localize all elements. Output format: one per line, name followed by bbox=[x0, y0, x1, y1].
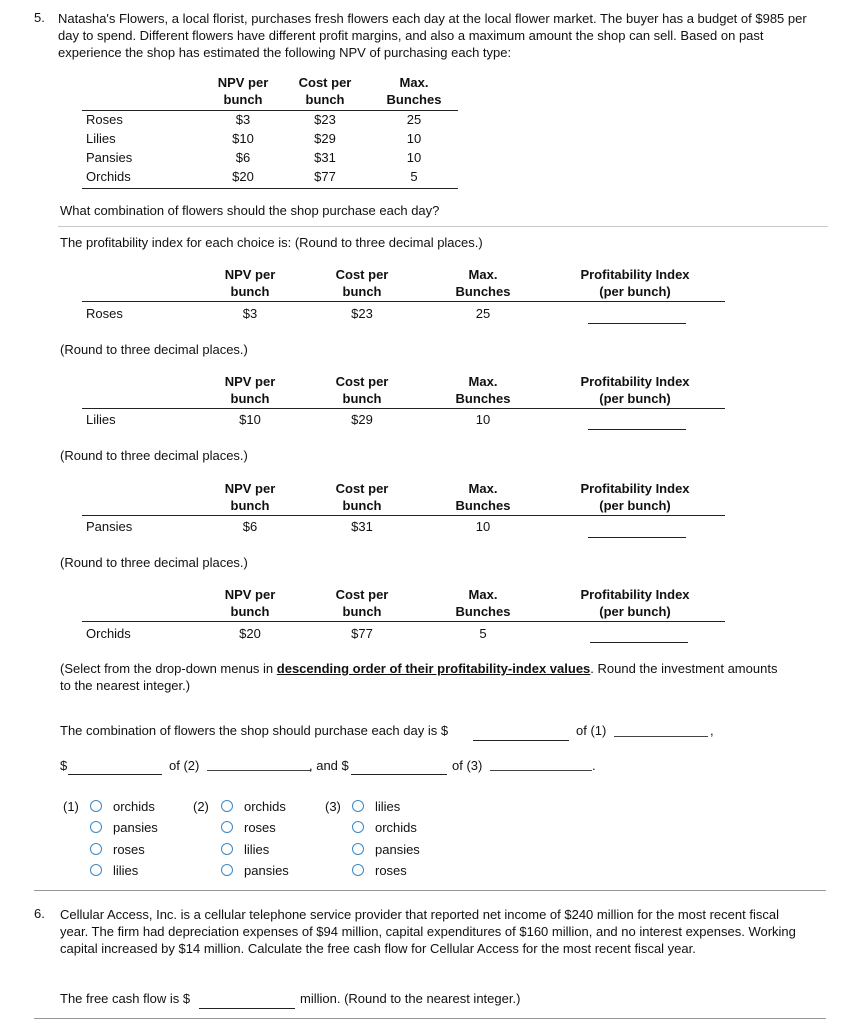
fcf-input[interactable] bbox=[199, 1008, 295, 1009]
round-note: (Round to three decimal places.) bbox=[60, 448, 248, 463]
pi-row-name: Pansies bbox=[86, 519, 133, 534]
pi-header-rule bbox=[82, 301, 725, 302]
pi-row-name: Orchids bbox=[86, 626, 131, 641]
q5-text: Natasha's Flowers, a local florist, purchases fresh flowers each day at the local flower market. The buyer has a budget of $985 per day to spend. Different flowers have different profit margins, and also a maximum amount the shop can sell. Based on past experience the shop has estimated the following NPV of purchasing each type: bbox=[58, 11, 807, 60]
round-note: (Round to three decimal places.) bbox=[60, 555, 248, 570]
divider bbox=[58, 226, 828, 227]
pi-row-npv: $3 bbox=[242, 306, 258, 321]
select-note: (Select from the drop-down menus in descending order of their profitability-index values. Round the investment amounts to the nearest integer.) bbox=[60, 661, 778, 693]
descending-order-link: descending order of their profitability-index values bbox=[276, 661, 591, 676]
and-label: , and $ bbox=[309, 758, 349, 773]
of1-label: of (1) bbox=[576, 723, 607, 738]
pi-header-rule bbox=[82, 515, 725, 516]
pi-header-rule bbox=[82, 621, 725, 622]
option-item[interactable]: roses bbox=[113, 842, 145, 857]
pi-max-header: Max. Bunches bbox=[455, 267, 511, 299]
option-group-label: (2) bbox=[193, 799, 209, 814]
pi-cost-header: Cost per bunch bbox=[335, 267, 389, 299]
option-item[interactable]: pansies bbox=[244, 863, 289, 878]
pi-index-header: Profitability Index (per bunch) bbox=[580, 481, 690, 513]
dollar-sign: $ bbox=[60, 758, 68, 773]
radio-button[interactable] bbox=[90, 800, 102, 812]
radio-button[interactable] bbox=[352, 821, 364, 833]
amount-input-2[interactable] bbox=[68, 774, 162, 775]
q6-answer-tail: million. (Round to the nearest integer.) bbox=[300, 991, 521, 1006]
pi-row-max: 5 bbox=[479, 626, 487, 641]
pi-index-header: Profitability Index (per bunch) bbox=[580, 587, 690, 619]
given-cost-header: Cost per bunch bbox=[298, 75, 352, 107]
pi-max-header: Max. Bunches bbox=[455, 587, 511, 619]
option-item[interactable]: roses bbox=[375, 863, 407, 878]
given-npv-header: NPV per bunch bbox=[217, 75, 269, 107]
pi-row-npv: $10 bbox=[239, 412, 261, 427]
option-item[interactable]: pansies bbox=[375, 842, 420, 857]
q6-number: 6. bbox=[34, 906, 45, 921]
pi-row-max: 10 bbox=[475, 519, 491, 534]
option-item[interactable]: orchids bbox=[375, 820, 417, 835]
pi-row-name: Lilies bbox=[86, 412, 116, 427]
radio-button[interactable] bbox=[90, 821, 102, 833]
radio-button[interactable] bbox=[221, 800, 233, 812]
pi-row-cost: $23 bbox=[351, 306, 373, 321]
pi-max-header: Max. Bunches bbox=[455, 374, 511, 406]
radio-button[interactable] bbox=[352, 843, 364, 855]
pi-row-max: 10 bbox=[475, 412, 491, 427]
pi-index-header: Profitability Index (per bunch) bbox=[580, 267, 690, 299]
option-group-label: (3) bbox=[325, 799, 341, 814]
question-divider bbox=[34, 890, 826, 891]
radio-button[interactable] bbox=[90, 864, 102, 876]
pi-npv-header: NPV per bunch bbox=[224, 267, 276, 299]
radio-button[interactable] bbox=[352, 800, 364, 812]
option-item[interactable]: roses bbox=[244, 820, 276, 835]
pi-row-name: Roses bbox=[86, 306, 123, 321]
pi-input-orchids[interactable] bbox=[590, 642, 688, 643]
pi-npv-header: NPV per bunch bbox=[224, 374, 276, 406]
pi-npv-header: NPV per bunch bbox=[224, 481, 276, 513]
flower-dropdown-3[interactable] bbox=[490, 770, 592, 771]
pi-row-cost: $77 bbox=[351, 626, 373, 641]
pi-input-lilies[interactable] bbox=[588, 429, 686, 430]
amount-input-3[interactable] bbox=[351, 774, 447, 775]
q5-number: 5. bbox=[34, 10, 45, 25]
flower-dropdown-1[interactable] bbox=[614, 736, 708, 737]
pi-row-cost: $29 bbox=[351, 412, 373, 427]
pi-row-cost: $31 bbox=[351, 519, 373, 534]
option-item[interactable]: lilies bbox=[113, 863, 139, 878]
given-max-header: Max. Bunches bbox=[386, 75, 442, 107]
pi-max-header: Max. Bunches bbox=[455, 481, 511, 513]
q6-answer-lead: The free cash flow is $ bbox=[60, 991, 191, 1006]
pi-intro: The profitability index for each choice is: (Round to three decimal places.) bbox=[60, 235, 483, 250]
option-item[interactable]: lilies bbox=[375, 799, 401, 814]
pi-row-npv: $20 bbox=[239, 626, 261, 641]
given-header-rule bbox=[82, 110, 458, 111]
q6-text: Cellular Access, Inc. is a cellular telephone service provider that reported net income of $240 million for the most recent fiscal year. The firm had depreciation expenses of $94 million, capital expenditures of $160 million, and no interest expenses. Working capital increased by $14 million. Calculate the free cash flow for Cellular Access for the most recent fiscal year. bbox=[60, 907, 796, 956]
pi-cost-header: Cost per bunch bbox=[335, 481, 389, 513]
option-group-label: (1) bbox=[63, 799, 79, 814]
option-item[interactable]: orchids bbox=[244, 799, 286, 814]
pi-header-rule bbox=[82, 408, 725, 409]
pi-index-header: Profitability Index (per bunch) bbox=[580, 374, 690, 406]
pi-row-max: 25 bbox=[475, 306, 491, 321]
given-bottom-rule bbox=[82, 188, 458, 189]
radio-button[interactable] bbox=[221, 843, 233, 855]
of3-label: of (3) bbox=[452, 758, 483, 773]
round-note: (Round to three decimal places.) bbox=[60, 342, 248, 357]
radio-button[interactable] bbox=[221, 821, 233, 833]
radio-button[interactable] bbox=[352, 864, 364, 876]
option-item[interactable]: pansies bbox=[113, 820, 158, 835]
bottom-divider bbox=[34, 1018, 826, 1019]
option-item[interactable]: lilies bbox=[244, 842, 270, 857]
flower-dropdown-2[interactable] bbox=[207, 770, 311, 771]
combo-lead: The combination of flowers the shop should purchase each day is $ bbox=[60, 723, 449, 738]
q5-question: What combination of flowers should the shop purchase each day? bbox=[60, 203, 440, 218]
pi-row-npv: $6 bbox=[242, 519, 258, 534]
pi-npv-header: NPV per bunch bbox=[224, 587, 276, 619]
radio-button[interactable] bbox=[221, 864, 233, 876]
period: . bbox=[592, 758, 596, 773]
radio-button[interactable] bbox=[90, 843, 102, 855]
pi-input-roses[interactable] bbox=[588, 323, 686, 324]
option-item[interactable]: orchids bbox=[113, 799, 155, 814]
of2-label: of (2) bbox=[169, 758, 200, 773]
pi-input-pansies[interactable] bbox=[588, 537, 686, 538]
comma: , bbox=[710, 723, 714, 738]
pi-cost-header: Cost per bunch bbox=[335, 587, 389, 619]
pi-cost-header: Cost per bunch bbox=[335, 374, 389, 406]
amount-input-1[interactable] bbox=[473, 740, 569, 741]
